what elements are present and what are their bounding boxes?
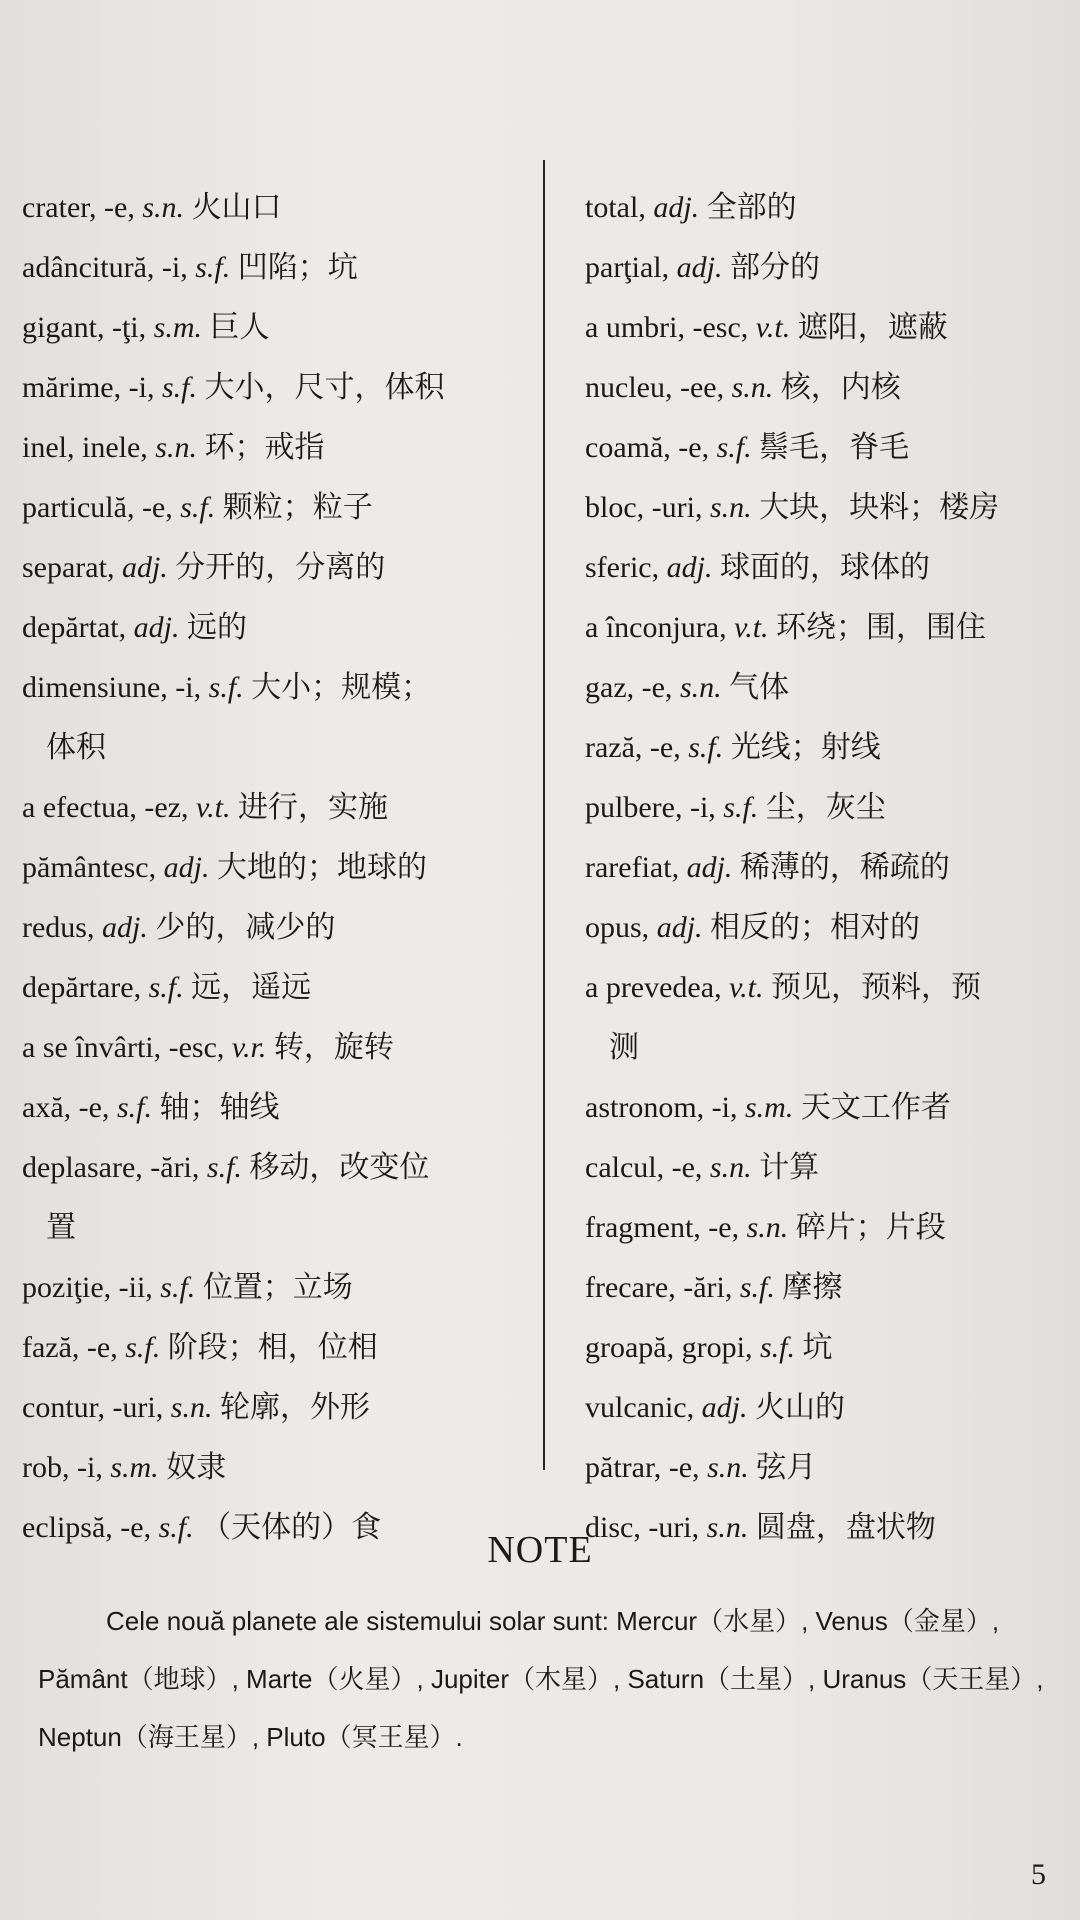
- vocab-entry: [585, 1378, 1080, 1438]
- vocab-meaning: 部分的: [722, 251, 820, 284]
- vocab-entry: [22, 1018, 542, 1078]
- vocab-word: rarefiat,: [585, 851, 687, 884]
- vocab-word: a prevedea,: [585, 971, 730, 1004]
- vocab-part-of-speech: s.f.: [688, 731, 724, 764]
- vocab-entry: [22, 958, 542, 1018]
- vocab-meaning: 摩擦: [774, 1271, 843, 1304]
- vocab-word: contur, -uri,: [22, 1391, 171, 1424]
- vocab-part-of-speech: adj.: [701, 1391, 748, 1424]
- vocab-entry: [585, 1198, 1080, 1258]
- vocab-meaning: 火山口: [184, 191, 282, 224]
- vocab-part-of-speech: s.m.: [744, 1091, 794, 1124]
- vocab-word: poziţie, -ii,: [22, 1271, 161, 1304]
- vocab-part-of-speech: s.n.: [709, 1151, 752, 1184]
- vocab-meaning: 凹陷；坑: [230, 251, 358, 284]
- vocab-part-of-speech: s.n.: [706, 1511, 749, 1544]
- vocab-entry: [585, 238, 1080, 298]
- vocab-meaning: 火山的: [747, 1391, 845, 1424]
- vocab-part-of-speech: adj.: [163, 851, 210, 884]
- vocab-meaning: 大块，块料；楼房: [751, 491, 1000, 524]
- vocab-part-of-speech: adj.: [653, 191, 700, 224]
- vocab-part-of-speech: s.m.: [153, 311, 202, 344]
- note-paragraph: Cele nouă planete ale sistemului solar sunt: Mercur（水星）, Venus（金星）, Pământ（地球）, Marte（火星）, Jupiter（木星）, Saturn（土星）, Uranus（天王星）, Neptun（海王星）, Pluto（冥王星）.: [38, 1606, 1044, 1752]
- vocab-word: rob, -i,: [22, 1451, 111, 1484]
- vocab-entry: [22, 1258, 542, 1318]
- vocab-word: separat,: [22, 551, 122, 584]
- vocab-part-of-speech: s.n.: [746, 1211, 789, 1244]
- vocab-entry: [22, 478, 542, 538]
- vocab-entry: [585, 418, 1080, 478]
- vocab-part-of-speech: s.f.: [161, 371, 197, 404]
- vocab-part-of-speech: adj.: [656, 911, 703, 944]
- vocab-entry: [585, 358, 1080, 418]
- vocab-word: depărtat,: [22, 611, 134, 644]
- vocab-entry: [585, 1438, 1080, 1498]
- vocab-word: particulă, -e,: [22, 491, 181, 524]
- vocab-entry: [22, 418, 542, 478]
- vocab-word: disc, -uri,: [585, 1511, 707, 1544]
- vocab-entry: [585, 898, 1080, 958]
- vocab-meaning: 大小，尺寸，体积: [196, 371, 445, 404]
- vocab-meaning: 大地的；地球的: [209, 851, 427, 884]
- vocab-word: gigant, -ţi,: [22, 311, 154, 344]
- vocab-entry: [585, 1078, 1080, 1138]
- vocabulary-column-right: [585, 178, 1080, 1558]
- vocab-word: calcul, -e,: [585, 1151, 710, 1184]
- vocab-word: nucleu, -ee,: [585, 371, 732, 404]
- vocab-meaning: 移动，改变位: [241, 1151, 430, 1184]
- vocab-word: opus,: [585, 911, 657, 944]
- vocab-part-of-speech: s.f.: [206, 1151, 242, 1184]
- vocab-entry: [585, 1258, 1080, 1318]
- vocab-word: a se învârti, -esc,: [22, 1031, 232, 1064]
- vocab-meaning: 计算: [751, 1151, 820, 1184]
- note-heading: NOTE: [487, 1529, 593, 1571]
- vocab-entry: [585, 778, 1080, 838]
- vocab-word: astronom, -i,: [585, 1091, 745, 1124]
- vocabulary-column-left: [22, 178, 542, 1558]
- vocab-entry: [585, 538, 1080, 598]
- vocab-word: gaz, -e,: [585, 671, 680, 704]
- vocab-entry: [585, 598, 1080, 658]
- vocab-meaning: 阶段；相，位相: [160, 1331, 378, 1364]
- vocab-word: vulcanic,: [585, 1391, 702, 1424]
- vocab-word: dimensiune, -i,: [22, 671, 209, 704]
- vocab-meaning: 轮廓，外形: [212, 1391, 370, 1424]
- column-divider: [543, 160, 545, 1470]
- vocab-part-of-speech: adj.: [121, 551, 168, 584]
- vocab-part-of-speech: adj.: [101, 911, 148, 944]
- vocab-part-of-speech: adj.: [676, 251, 723, 284]
- vocab-meaning: 远，遥远: [183, 971, 312, 1004]
- vocab-meaning: 转，旋转: [266, 1031, 394, 1064]
- vocab-meaning: 环绕；围，围住: [768, 611, 987, 644]
- vocab-entry: [22, 1378, 542, 1438]
- vocab-part-of-speech: v.t.: [755, 311, 791, 344]
- vocab-part-of-speech: adj.: [666, 551, 713, 584]
- vocab-meaning: 球面的，球体的: [712, 551, 930, 584]
- vocab-part-of-speech: s.n.: [170, 1391, 213, 1424]
- vocab-word: redus,: [22, 911, 102, 944]
- vocab-word: frecare, -ări,: [585, 1271, 740, 1304]
- vocab-entry: [22, 538, 542, 598]
- vocab-entry: [585, 1318, 1080, 1378]
- vocab-meaning: 弦月: [748, 1451, 817, 1484]
- vocab-entry: [22, 1318, 542, 1378]
- vocab-entry: [22, 598, 542, 658]
- vocab-meaning: 稀薄的，稀疏的: [732, 851, 950, 884]
- vocab-entry: [22, 778, 542, 838]
- vocab-word: parţial,: [585, 251, 677, 284]
- vocab-part-of-speech: s.f.: [716, 431, 752, 464]
- vocab-meaning: 全部的: [699, 191, 797, 224]
- vocab-part-of-speech: s.f.: [759, 1331, 795, 1364]
- vocab-word: adâncitură, -i,: [22, 251, 196, 284]
- vocab-meaning: 坑: [794, 1331, 833, 1364]
- vocab-word: groapă, gropi,: [585, 1331, 760, 1364]
- vocab-meaning: 天文工作者: [793, 1091, 951, 1124]
- vocab-word: pătrar, -e,: [585, 1451, 708, 1484]
- vocab-entry: [22, 658, 542, 778]
- vocab-meaning: 预见，预料，预: [763, 971, 982, 1004]
- vocab-word: coamă, -e,: [585, 431, 717, 464]
- vocab-word: a efectua, -ez,: [22, 791, 197, 824]
- vocab-part-of-speech: s.f.: [195, 251, 231, 284]
- vocab-meaning: 位置；立场: [195, 1271, 353, 1304]
- vocab-entry: [585, 958, 1080, 1078]
- vocab-part-of-speech: s.f.: [739, 1271, 775, 1304]
- vocab-part-of-speech: s.n.: [731, 371, 774, 404]
- vocab-word: bloc, -uri,: [585, 491, 710, 524]
- vocab-entry: [22, 298, 542, 358]
- vocab-meaning-continued: 测: [609, 1031, 639, 1064]
- vocab-word: sferic,: [585, 551, 667, 584]
- vocab-meaning: 鬃毛，脊毛: [751, 431, 910, 464]
- vocab-meaning: 尘，灰尘: [758, 791, 886, 824]
- vocab-word: rază, -e,: [585, 731, 689, 764]
- vocab-part-of-speech: s.f.: [723, 791, 759, 824]
- vocab-meaning-continued: 体积: [46, 731, 106, 764]
- vocab-part-of-speech: adj.: [133, 611, 180, 644]
- vocab-part-of-speech: s.f.: [180, 491, 216, 524]
- vocab-entry: [22, 1138, 542, 1258]
- vocab-part-of-speech: s.n.: [679, 671, 722, 704]
- vocab-meaning: 核，内核: [773, 371, 901, 404]
- page-number: 5: [1031, 1858, 1046, 1891]
- vocab-part-of-speech: s.f.: [158, 1511, 194, 1544]
- vocab-part-of-speech: s.f.: [160, 1271, 196, 1304]
- vocab-entry: [22, 358, 542, 418]
- vocab-part-of-speech: s.f.: [116, 1091, 152, 1124]
- vocab-entry: [585, 658, 1080, 718]
- vocab-part-of-speech: s.n.: [142, 191, 185, 224]
- vocab-entry: [22, 1078, 542, 1138]
- vocab-word: deplasare, -ări,: [22, 1151, 207, 1184]
- vocab-entry: [585, 718, 1080, 778]
- vocab-entry: [585, 478, 1080, 538]
- vocab-part-of-speech: v.t.: [196, 791, 231, 824]
- vocab-part-of-speech: v.t.: [729, 971, 764, 1004]
- vocab-word: fragment, -e,: [585, 1211, 747, 1244]
- vocab-meaning: 光线；射线: [723, 731, 881, 764]
- vocab-meaning: 圆盘，盘状物: [748, 1511, 936, 1544]
- vocab-word: pulbere, -i,: [585, 791, 724, 824]
- vocab-meaning: 大小；规模；: [243, 671, 432, 704]
- vocab-meaning: 颗粒；粒子: [215, 491, 373, 524]
- vocab-part-of-speech: s.f.: [125, 1331, 161, 1364]
- vocab-meaning: 环；戒指: [196, 431, 325, 464]
- vocab-meaning: 相反的；相对的: [702, 911, 921, 944]
- vocab-part-of-speech: s.f.: [148, 971, 184, 1004]
- vocab-part-of-speech: s.f.: [208, 671, 244, 704]
- vocab-meaning: 气体: [721, 671, 790, 704]
- vocab-meaning: （天体的）食: [193, 1511, 382, 1544]
- vocab-word: total,: [585, 191, 654, 224]
- vocab-meaning: 少的，减少的: [147, 911, 336, 944]
- vocab-entry: [22, 838, 542, 898]
- vocab-meaning: 巨人: [202, 311, 270, 344]
- vocab-entry: [22, 898, 542, 958]
- vocab-part-of-speech: v.r.: [231, 1031, 267, 1064]
- vocab-word: axă, -e,: [22, 1091, 117, 1124]
- vocab-meaning: 碎片；片段: [788, 1211, 946, 1244]
- vocab-meaning: 远的: [179, 611, 247, 644]
- vocab-part-of-speech: s.m.: [110, 1451, 159, 1484]
- vocab-word: depărtare,: [22, 971, 149, 1004]
- vocab-word: a înconjura,: [585, 611, 735, 644]
- vocab-word: a umbri, -esc,: [585, 311, 756, 344]
- vocab-meaning: 分开的，分离的: [167, 551, 386, 584]
- vocab-word: eclipsă, -e,: [22, 1511, 159, 1544]
- vocab-word: inel, inele,: [22, 431, 156, 464]
- vocab-meaning: 进行，实施: [230, 791, 388, 824]
- vocab-word: fază, -e,: [22, 1331, 126, 1364]
- vocab-entry: [585, 838, 1080, 898]
- vocab-entry: [585, 1138, 1080, 1198]
- vocab-word: crater, -e,: [22, 191, 143, 224]
- vocab-part-of-speech: s.n.: [709, 491, 752, 524]
- vocab-meaning: 遮阳，遮蔽: [790, 311, 948, 344]
- vocab-part-of-speech: v.t.: [734, 611, 769, 644]
- vocab-entry: [585, 178, 1080, 238]
- vocab-entry: [22, 238, 542, 298]
- vocab-meaning-continued: 置: [46, 1211, 76, 1244]
- vocab-entry: [22, 178, 542, 238]
- vocab-meaning: 奴隶: [158, 1451, 227, 1484]
- vocab-meaning: 轴；轴线: [151, 1091, 280, 1124]
- vocab-word: mărime, -i,: [22, 371, 162, 404]
- vocab-word: pământesc,: [22, 851, 164, 884]
- vocab-part-of-speech: s.n.: [155, 431, 197, 464]
- vocab-part-of-speech: s.n.: [707, 1451, 749, 1484]
- vocab-entry: [585, 298, 1080, 358]
- vocab-entry: [22, 1438, 542, 1498]
- vocab-part-of-speech: adj.: [686, 851, 733, 884]
